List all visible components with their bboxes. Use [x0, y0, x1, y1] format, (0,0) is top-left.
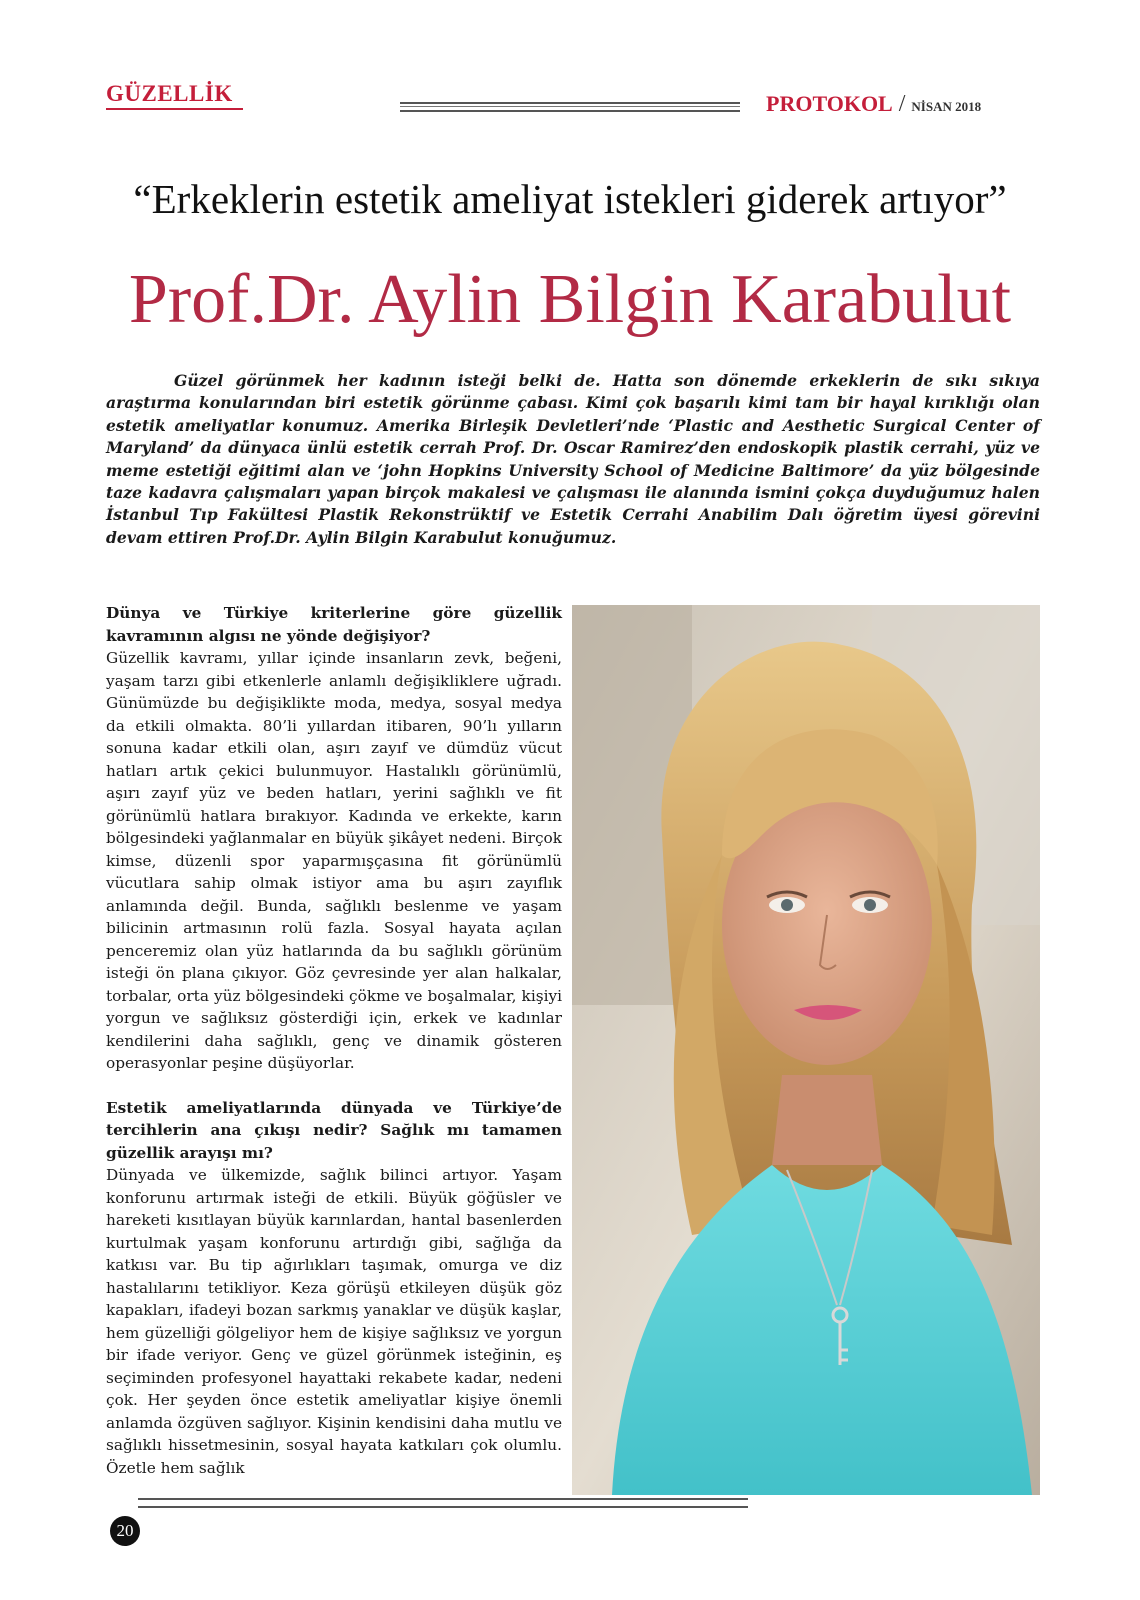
answer-1: Güzellik kavramı, yıllar içinde insanların zevk, beğeni, yaşam tarzı gibi etkenlerle anlamlı değişikliklere uğradı. Günümüzde bu değişiklikte moda, medya, sosyal medya da etkili olmakta. 80’li yıllardan itibaren, 90’lı yılların sonuna kadar etkili olan, aşırı zayıf ve dümdüz vücut hatları artık çekici bulunmuyor. Hastalıklı görünümlü, aşırı zayıf yüz ve beden hatları, yerini sağlıklı ve fit görünümlü hatlara bırakıyor. Kadında ve erkekte, karın bölgesindeki yağlanmalar en büyük şikâyet nedeni. Birçok kimse, düzenli spor yaparmışçasına fit görünümlü vücutlara sahip olmak istiyor ama bu aşırı zayıflık anlamında değil. Bunda, sağlıklı beslenme ve yaşam bilicinin artmasının rolü fazla. Sosyal hayata açılan penceremiz olan yüz hatlarında da bu sağlıklı görünüm isteği ön plana çıkıyor. Göz çevresinde yer alan halkalar, torbalar, orta yüz bölgesindeki çökme ve boşalmalar, kişiyi yorgun ve sağlıksız gösterdiği için, erkek ve kadınlar kendilerini daha sağlıklı, genç ve dinamik gösteren operasyonlar peşine düşüyorlar. — [106, 649, 562, 1072]
page-number: 20 — [110, 1516, 140, 1546]
section-label: GÜZELLİK — [106, 80, 243, 110]
magazine-info — [766, 90, 981, 121]
quote-headline: “Erkeklerin estetik ameliyat istekleri giderek artıyor” — [133, 176, 1007, 222]
portrait-photo — [572, 605, 1040, 1495]
interviewee-name: Prof.Dr. Aylin Bilgin Karabulut — [128, 261, 1012, 338]
article-column — [106, 602, 562, 1479]
issue-date: NİSAN 2018 — [911, 99, 982, 114]
question-2: Estetik ameliyatlarında dünyada ve Türkiye’de tercihlerin ana çıkışı nedir? Sağlık mı tamamen güzellik arayışı mı? — [106, 1098, 562, 1162]
header-rule — [400, 102, 740, 112]
question-1: Dünya ve Türkiye kriterlerine göre güzellik kavramının algısı ne yönde değişiyor? — [106, 604, 562, 645]
header-separator: / — [898, 91, 906, 117]
answer-2: Dünyada ve ülkemizde, sağlık bilinci artıyor. Yaşam konforunu artırmak isteği de etkili. Büyük göğüsler ve hareketi kısıtlayan büyük karınlardan, hantal basenlerden kurtulmak yaşam konforunu artırdığı gibi, sağlığa da katkısı var. Bu tip ağırlıkları taşımak, omurga ve diz hastalılarını tetikliyor. Keza görüşü etkileyen düşük göz kapakları, ifadeyi bozan sarkmış yanaklar ve düşük kaşlar, hem güzelliği gölgeliyor hem de kişiye sağlıksız ve yorgun bir ifade veriyor. Genç ve güzel görünmek isteğinin, eş seçiminden profesyonel hayattaki rekabete kadar, nedeni çok. Her şeyden önce estetik ameliyatlar kişiye önemli anlamda özgüven sağlıyor. Kişinin kendisini daha mutlu ve sağlıklı hissetmesinin, sosyal hayata katkıları çok olumlu. Özetle hem sağlık — [106, 1166, 562, 1477]
intro-paragraph: Güzel görünmek her kadının isteği belki de. Hatta son dönemde erkeklerin de sıkı sıkıya araştırma konularından biri estetik görünme çabası. Kimi çok başarılı kimi tam bir hayal kırıklığı olan estetik ameliyatlar konumuz. Amerika Birleşik Devletleri’nde ‘Plastic and Aesthetic Surgical Center of Maryland’ da dünyaca ünlü estetik cerrah Prof. Dr. Oscar Ramirez’den endoskopik plastik cerrahi, yüz ve meme estetiği eğitimi alan ve ‘john Hopkins University School of Medicine Baltimore’ da yüz bölgesinde taze kadavra çalışmaları yapan birçok makalesi ve çalışması ile alanında ismini çokça duyduğumuz halen İstanbul Tıp Fakültesi Plastik Rekonstrüktif ve Estetik Cerrahi Anabilim Dalı öğretim üyesi görevini devam ettiren Prof.Dr. Aylin Bilgin Karabulut konuğumuz. — [106, 371, 1040, 547]
footer-rule — [138, 1498, 748, 1508]
magazine-name: PROTOKOL — [766, 91, 893, 116]
